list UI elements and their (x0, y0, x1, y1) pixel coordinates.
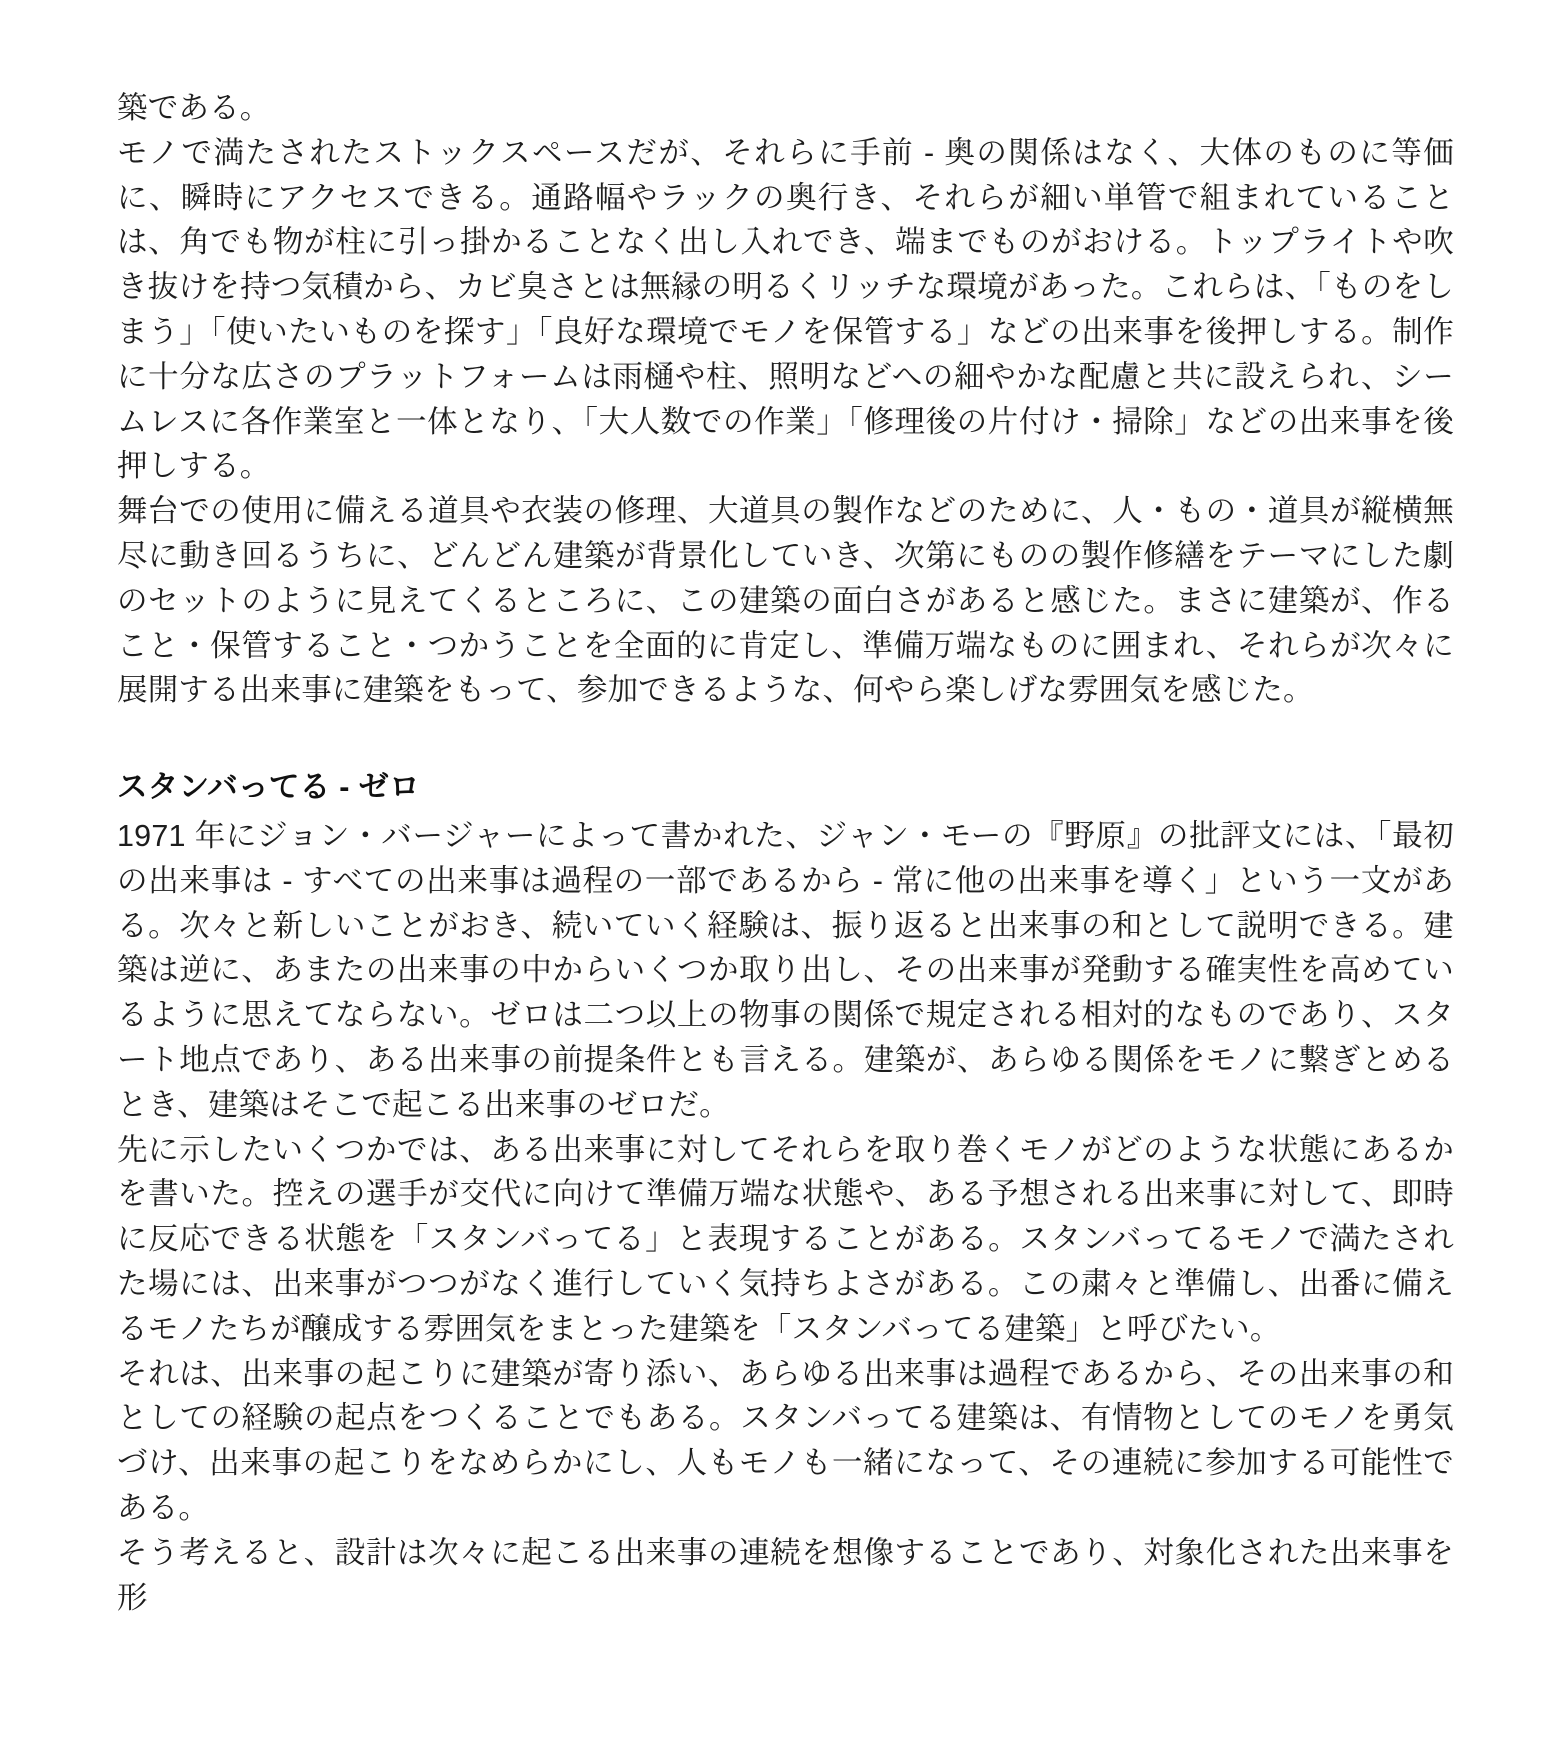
paragraph-3: 舞台での使用に備える道具や衣装の修理、大道具の製作などのために、人・もの・道具が縦横無尽に動き回るうちに、どんどん建築が背景化していき、次第にものの製作修繕をテーマにした劇のセットのように見えてくるところに、この建築の面白さがあると感じた。まさに建築が、作ること・保管すること・つかうことを全面的に肯定し、準備万端なものに囲まれ、それらが次々に展開する出来事に建築をもって、参加できるような、何やら楽しげな雰囲気を感じた。 (117, 494, 1454, 708)
paragraph-4: 1971 年にジョン・バージャーによって書かれた、ジャン・モーの『野原』の批評文には、「最初の出来事は - すべての出来事は過程の一部であるから - 常に他の出来事を導く」という一文がある。次々と新しいことがおき、続いていく経験は、振り返ると出来事の和として説明できる。建築は逆に、あまたの出来事の中からいくつか取り出し、その出来事が発動する確実性を高めているように思えてならない。ゼロは二つ以上の物事の関係で規定される相対的なものであり、スタート地点であり、ある出来事の前提条件とも言える。建築が、あらゆる関係をモノに繋ぎとめるとき、建築はそこで起こる出来事のゼロだ。 (117, 818, 1454, 1122)
paragraph-7-truncated: そう考えると、設計は次々に起こる出来事の連続を想像することであり、対象化された出来事を形 (117, 1535, 1454, 1615)
paragraph-6: それは、出来事の起こりに建築が寄り添い、あらゆる出来事は過程であるから、その出来事の和としての経験の起点をつくることでもある。スタンバってる建築は、有情物としてのモノを勇気づけ、出来事の起こりをなめらかにし、人もモノも一緒になって、その連続に参加する可能性である。 (117, 1356, 1454, 1525)
paragraph-2: モノで満たされたストックスペースだが、それらに手前 - 奥の関係はなく、大体のものに等価に、瞬時にアクセスできる。通路幅やラックの奥行き、それらが細い単管で組まれていることは、角でも物が柱に引っ掛かることなく出し入れでき、端までものがおける。トップライトや吹き抜けを持つ気積から、カビ臭さとは無縁の明るくリッチな環境があった。これらは、「ものをしまう」「使いたいものを探す」「良好な環境でモノを保管する」などの出来事を後押しする。制作に十分な広さのプラットフォームは雨樋や柱、照明などへの細やかな配慮と共に設えられ、シームレスに各作業室と一体となり、「大人数での作業」「修理後の片付け・掃除」などの出来事を後押しする。 (117, 135, 1454, 484)
heading-spacer (117, 713, 1454, 765)
paragraph-1: 築である。 (117, 91, 271, 125)
section-heading-standby-zero: スタンバってる - ゼロ (117, 770, 421, 805)
paragraph-5: 先に示したいくつかでは、ある出来事に対してそれらを取り巻くモノがどのような状態にあるかを書いた。控えの選手が交代に向けて準備万端な状態や、ある予想される出来事に対して、即時に反応できる状態を「スタンバってる」と表現することがある。スタンバってるモノで満たされた場には、出来事がつつがなく進行していく気持ちよさがある。この粛々と準備し、出番に備えるモノたちが醸成する雰囲気をまとった建築を「スタンバってる建築」と呼びたい。 (117, 1132, 1454, 1346)
